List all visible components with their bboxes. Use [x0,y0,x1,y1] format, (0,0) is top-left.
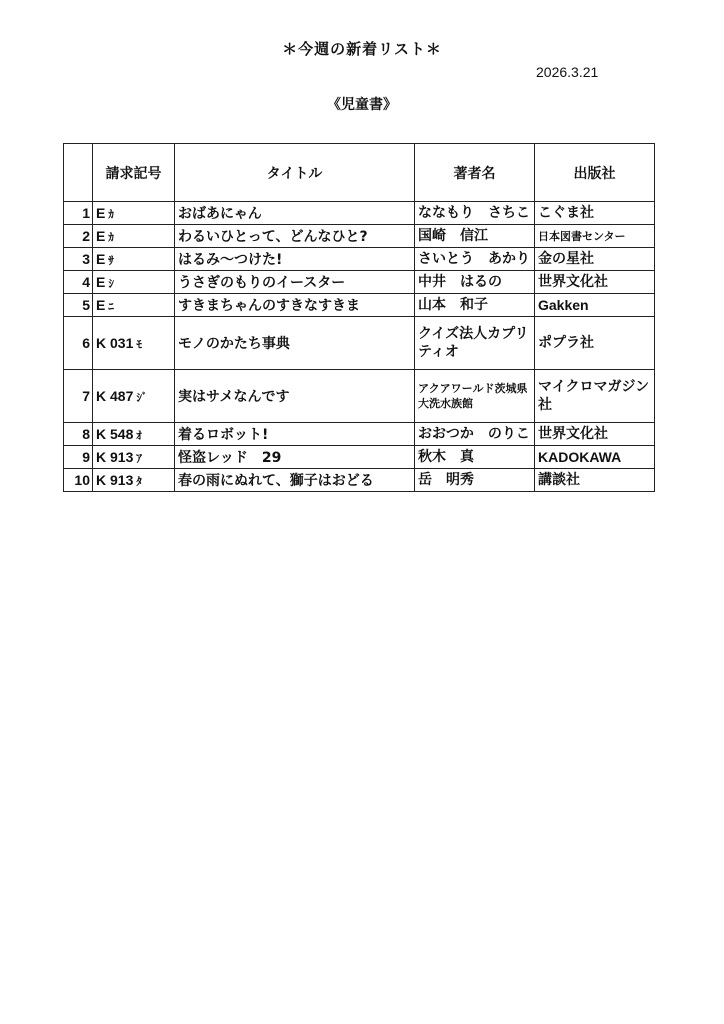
call-kana: ｼ [108,277,114,290]
book-title: おばあにゃん [175,202,415,225]
table-row [64,294,655,317]
book-title: 着るロボット! [175,423,415,446]
call-class: K 913 [96,471,134,488]
book-title: すきまちゃんのすきなすきま [175,294,415,317]
call-class: K 487 [96,387,134,404]
book-title: 実はサメなんです [175,370,415,423]
table-row [64,446,655,469]
row-number: 8 [64,423,93,446]
book-publisher: KADOKAWA [535,446,655,469]
book-publisher: 日本図書センター [535,225,655,248]
book-publisher: こぐま社 [535,202,655,225]
call-kana: ﾀ [136,475,142,488]
book-author: 国崎 信江 [415,225,535,248]
row-number: 5 [64,294,93,317]
col-author-header: 著者名 [415,144,535,202]
table-row [64,248,655,271]
table-row [64,469,655,492]
call-kana: ｶ [108,208,114,221]
call-number [93,446,175,469]
book-title: 春の雨にぬれて、獅子はおどる [175,469,415,492]
table-row [64,225,655,248]
book-author: 中井 はるの [415,271,535,294]
table-row [64,370,655,423]
call-class: K 548 [96,425,134,442]
book-author: 岳 明秀 [415,469,535,492]
call-kana: ｼﾞ [136,391,148,404]
call-number [93,370,175,423]
book-author: 山本 和子 [415,294,535,317]
book-publisher: 講談社 [535,469,655,492]
category-heading: 《児童書》 [327,97,397,113]
call-kana: ﾓ [136,338,142,351]
book-author: アクアワールド茨城県大洗水族館 [415,370,535,423]
col-number-header [64,144,93,202]
table-row [64,317,655,370]
table-row [64,202,655,225]
book-author: クイズ法人カプリティオ [415,317,535,370]
book-publisher: 金の星社 [535,248,655,271]
call-number [93,423,175,446]
table-row [64,423,655,446]
call-class: E [96,273,106,290]
call-kana: ﾆ [108,300,114,313]
book-title: うさぎのもりのイースター [175,271,415,294]
call-number [93,294,175,317]
col-title-header: タイトル [175,144,415,202]
book-author: 秋木 真 [415,446,535,469]
row-number: 7 [64,370,93,423]
book-title: はるみ～つけた! [175,248,415,271]
call-number [93,469,175,492]
call-kana: ｶ [108,231,114,244]
book-author: さいとう あかり [415,248,535,271]
row-number: 2 [64,225,93,248]
book-publisher: ポプラ社 [535,317,655,370]
call-kana: ｱ [136,452,142,465]
row-number: 3 [64,248,93,271]
book-title: わるいひとって、どんなひと? [175,225,415,248]
row-number: 6 [64,317,93,370]
call-class: E [96,204,106,221]
col-publisher-header: 出版社 [535,144,655,202]
book-author: ななもり さちこ [415,202,535,225]
call-number [93,271,175,294]
row-number: 4 [64,271,93,294]
book-title: モノのかたち事典 [175,317,415,370]
call-kana: ｻ [108,254,114,267]
call-class: E [96,296,106,313]
call-class: E [96,250,106,267]
call-number [93,248,175,271]
call-number [93,317,175,370]
book-publisher: 世界文化社 [535,271,655,294]
call-class: E [96,227,106,244]
call-number [93,202,175,225]
book-publisher: 世界文化社 [535,423,655,446]
table-header-row [64,144,655,202]
new-books-table [63,143,655,492]
list-date: 2026.3.21 [536,64,599,80]
row-number: 9 [64,446,93,469]
book-title: 怪盗レッド 29 [175,446,415,469]
row-number: 10 [64,469,93,492]
book-publisher: Gakken [535,294,655,317]
book-publisher: マイクロマガジン社 [535,370,655,423]
table-row [64,271,655,294]
book-author: おおつか のりこ [415,423,535,446]
row-number: 1 [64,202,93,225]
call-class: K 913 [96,448,134,465]
call-kana: ｵ [136,429,142,442]
call-class: K 031 [96,334,134,351]
page-title: ＊今週の新着リスト＊ [282,40,442,58]
col-call-number-header: 請求記号 [93,144,175,202]
call-number [93,225,175,248]
